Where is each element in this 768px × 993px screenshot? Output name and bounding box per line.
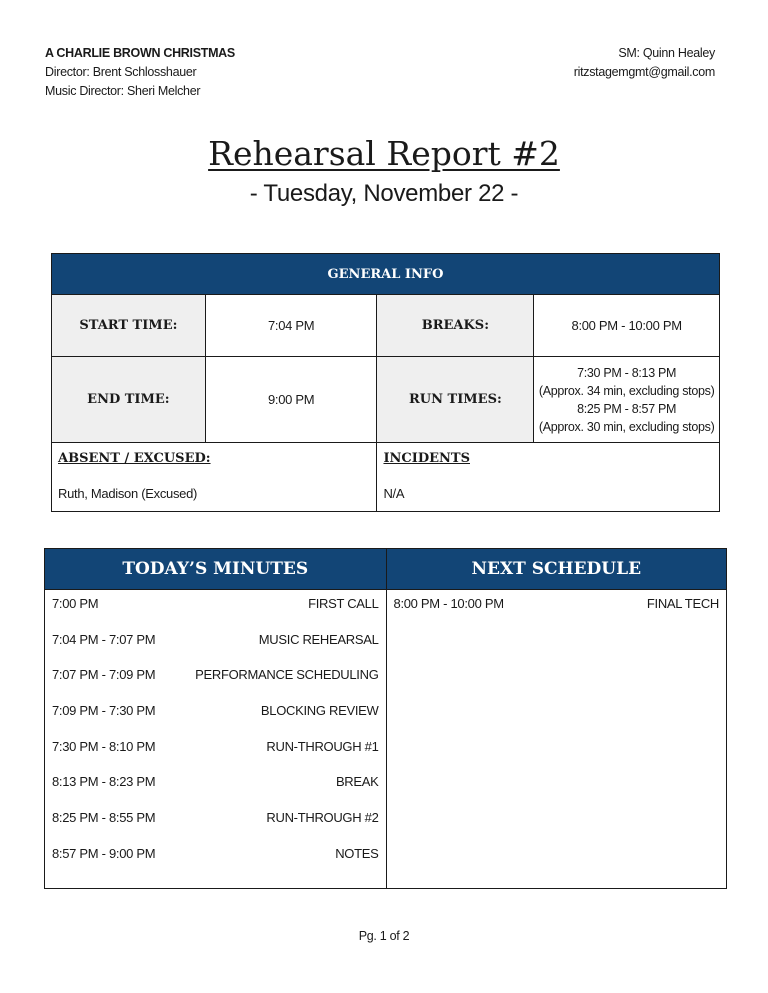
end-time-label: END TIME: xyxy=(52,357,206,443)
stage-manager-email: ritzstagemgmt@gmail.com xyxy=(573,65,715,79)
list-item xyxy=(387,590,726,626)
run-time-line: 7:30 PM - 8:13 PM xyxy=(577,365,677,380)
incidents-label: INCIDENTS xyxy=(383,451,470,466)
incidents-cell xyxy=(377,443,720,512)
item-time: 7:04 PM - 7:07 PM xyxy=(52,631,156,647)
run-times-value xyxy=(534,357,720,443)
item-time: 8:25 PM - 8:55 PM xyxy=(52,810,156,826)
todays-minutes-list xyxy=(45,590,387,889)
run-time-line: (Approx. 34 min, excluding stops) xyxy=(538,383,715,398)
run-times-label: RUN TIMES: xyxy=(377,357,534,443)
item-time: 8:13 PM - 8:23 PM xyxy=(52,774,156,790)
start-time-value: 7:04 PM xyxy=(205,295,377,357)
item-time: 8:00 PM - 10:00 PM xyxy=(393,596,504,611)
list-item xyxy=(45,768,386,804)
general-info-heading: GENERAL INFO xyxy=(52,254,720,295)
item-time: 8:57 PM - 9:00 PM xyxy=(52,845,156,861)
list-item xyxy=(45,661,386,697)
item-activity: BLOCKING REVIEW xyxy=(260,703,379,719)
next-schedule-heading: NEXT SCHEDULE xyxy=(386,549,726,590)
start-time-label: START TIME: xyxy=(52,295,206,357)
todays-minutes-heading: TODAY’S MINUTES xyxy=(45,549,387,590)
list-item xyxy=(45,733,386,769)
list-item xyxy=(45,590,386,626)
stage-manager-info xyxy=(574,44,715,82)
director-line: Director: Brent Schlosshauer xyxy=(45,65,197,79)
item-time: 7:09 PM - 7:30 PM xyxy=(52,703,156,719)
item-activity: MUSIC REHEARSAL xyxy=(258,631,379,647)
stage-manager-line: SM: Quinn Healey xyxy=(618,46,715,60)
incidents-value: N/A xyxy=(383,486,405,501)
item-activity: PERFORMANCE SCHEDULING xyxy=(195,667,379,683)
minutes-table xyxy=(44,548,727,889)
page-title: Rehearsal Report #2 xyxy=(208,134,560,173)
list-item xyxy=(45,804,386,840)
list-item xyxy=(45,697,386,733)
production-info xyxy=(45,44,235,101)
item-time: 7:30 PM - 8:10 PM xyxy=(52,738,156,754)
run-time-line: 8:25 PM - 8:57 PM xyxy=(577,401,677,416)
item-activity: RUN-THROUGH #1 xyxy=(266,738,379,754)
absent-label: ABSENT / EXCUSED: xyxy=(58,451,211,466)
item-activity: RUN-THROUGH #2 xyxy=(266,810,379,826)
show-title: A CHARLIE BROWN CHRISTMAS xyxy=(45,46,235,60)
list-item xyxy=(45,626,386,662)
item-time: 7:07 PM - 7:09 PM xyxy=(52,667,156,683)
absent-cell xyxy=(52,443,377,512)
absent-value: Ruth, Madison (Excused) xyxy=(58,486,198,501)
breaks-label: BREAKS: xyxy=(377,295,534,357)
item-activity: BREAK xyxy=(335,774,379,790)
music-director-line: Music Director: Sheri Melcher xyxy=(45,84,201,98)
list-item xyxy=(45,840,386,876)
item-activity: NOTES xyxy=(335,845,379,861)
report-date: - Tuesday, November 22 - xyxy=(249,180,519,207)
end-time-value: 9:00 PM xyxy=(205,357,377,443)
breaks-value: 8:00 PM - 10:00 PM xyxy=(534,295,720,357)
item-activity: FINAL TECH xyxy=(646,596,719,611)
item-time: 7:00 PM xyxy=(52,596,99,611)
page-number: Pg. 1 of 2 xyxy=(358,929,410,943)
run-time-line: (Approx. 30 min, excluding stops) xyxy=(538,419,715,434)
item-activity: FIRST CALL xyxy=(308,596,379,611)
next-schedule-list xyxy=(386,590,726,889)
general-info-table xyxy=(51,253,720,512)
